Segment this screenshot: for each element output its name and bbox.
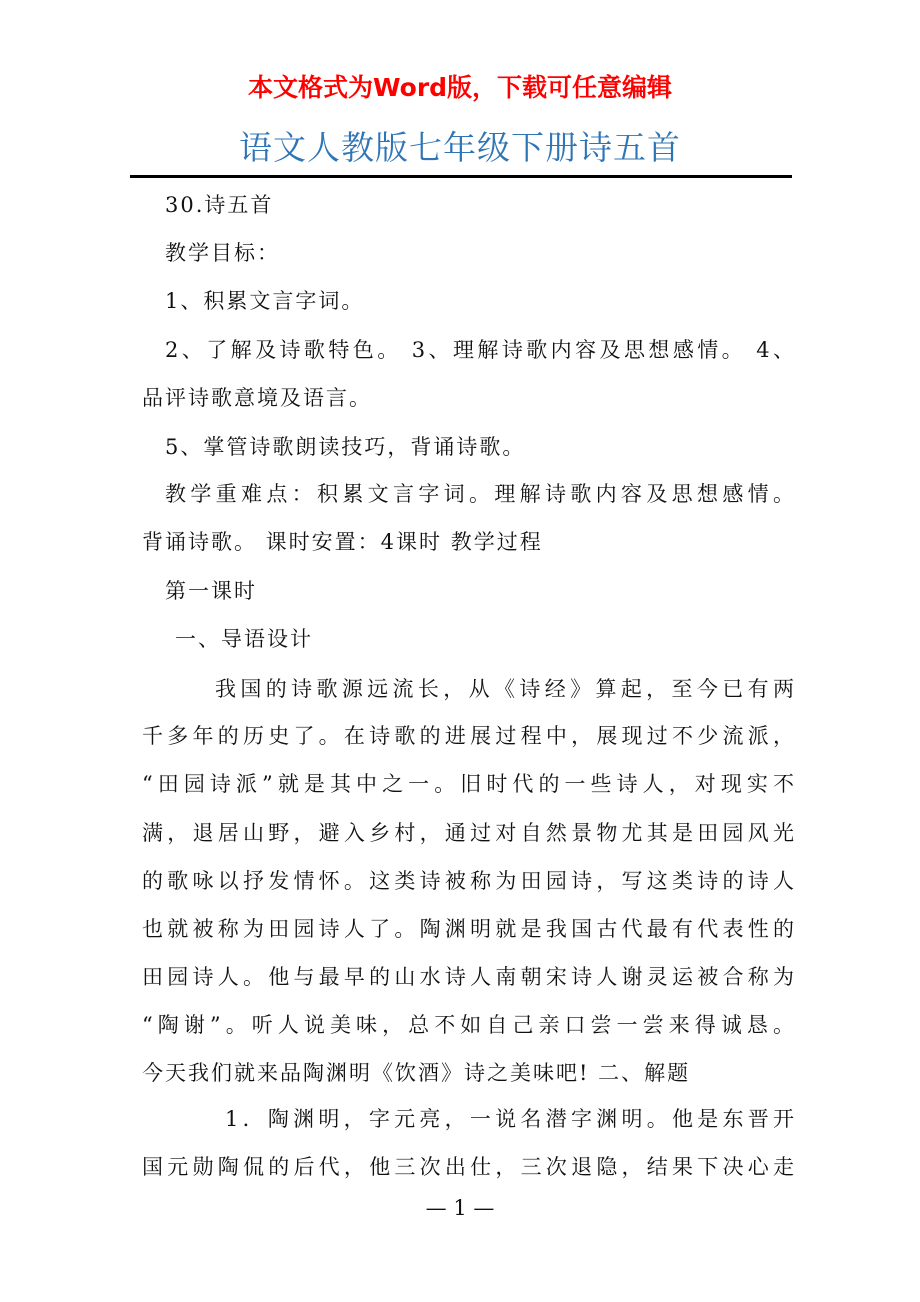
text-line: 教学目标：	[165, 241, 280, 265]
text-line: 30.诗五首	[165, 193, 274, 217]
text-line: 今天我们就来品陶渊明《饮酒》诗之美味吧! 二、解题	[142, 1061, 691, 1085]
text-line: “田园诗派”就是其中之一。旧时代的一些诗人，对现实不	[142, 772, 796, 796]
text-line: 品评诗歌意境及语言。	[142, 386, 372, 410]
text-line: 教学重难点：积累文言字词。理解诗歌内容及思想感情。	[165, 482, 796, 506]
text-line: 也就被称为田园诗人了。陶渊明就是我国古代最有代表性的	[142, 917, 796, 941]
text-line: 田园诗人。他与最早的山水诗人南朝宋诗人谢灵运被合称为	[142, 965, 796, 989]
text-line: 5、掌管诗歌朗读技巧，背诵诗歌。	[165, 435, 526, 459]
text-line: 1．陶渊明，字元亮，一说名潜字渊明。他是东晋开	[225, 1107, 796, 1131]
text-line: 1、积累文言字词。	[165, 289, 365, 313]
text-line: 国元勋陶侃的后代，他三次出仕，三次退隐，结果下决心走	[142, 1155, 796, 1179]
page-number: — 1 —	[425, 1196, 495, 1220]
document-title: 语文人教版七年级下册诗五首	[239, 128, 681, 167]
text-line: 千多年的历史了。在诗歌的进展过程中，展现过不少流派，	[142, 724, 796, 748]
text-line: 满，退居山野，避入乡村，通过对自然景物尤其是田园风光	[142, 821, 796, 845]
text-line: 第一课时	[165, 579, 257, 603]
text-line: 2、了解及诗歌特色。 3、理解诗歌内容及思想感情。 4、	[165, 338, 796, 362]
text-line: 的歌咏以抒发情怀。这类诗被称为田园诗，写这类诗的诗人	[142, 869, 796, 893]
text-line: 我国的诗歌源远流长，从《诗经》算起，至今已有两	[215, 677, 796, 701]
text-line: 一、导语设计	[175, 627, 313, 651]
text-line: “陶谢”。听人说美味，总不如自己亲口尝一尝来得诚恳。	[142, 1013, 796, 1037]
title-divider	[130, 175, 792, 178]
text-line: 背诵诗歌。 课时安置：4课时 教学过程	[142, 530, 543, 554]
download-notice-banner: 本文格式为Word版，下载可任意编辑	[247, 73, 673, 102]
